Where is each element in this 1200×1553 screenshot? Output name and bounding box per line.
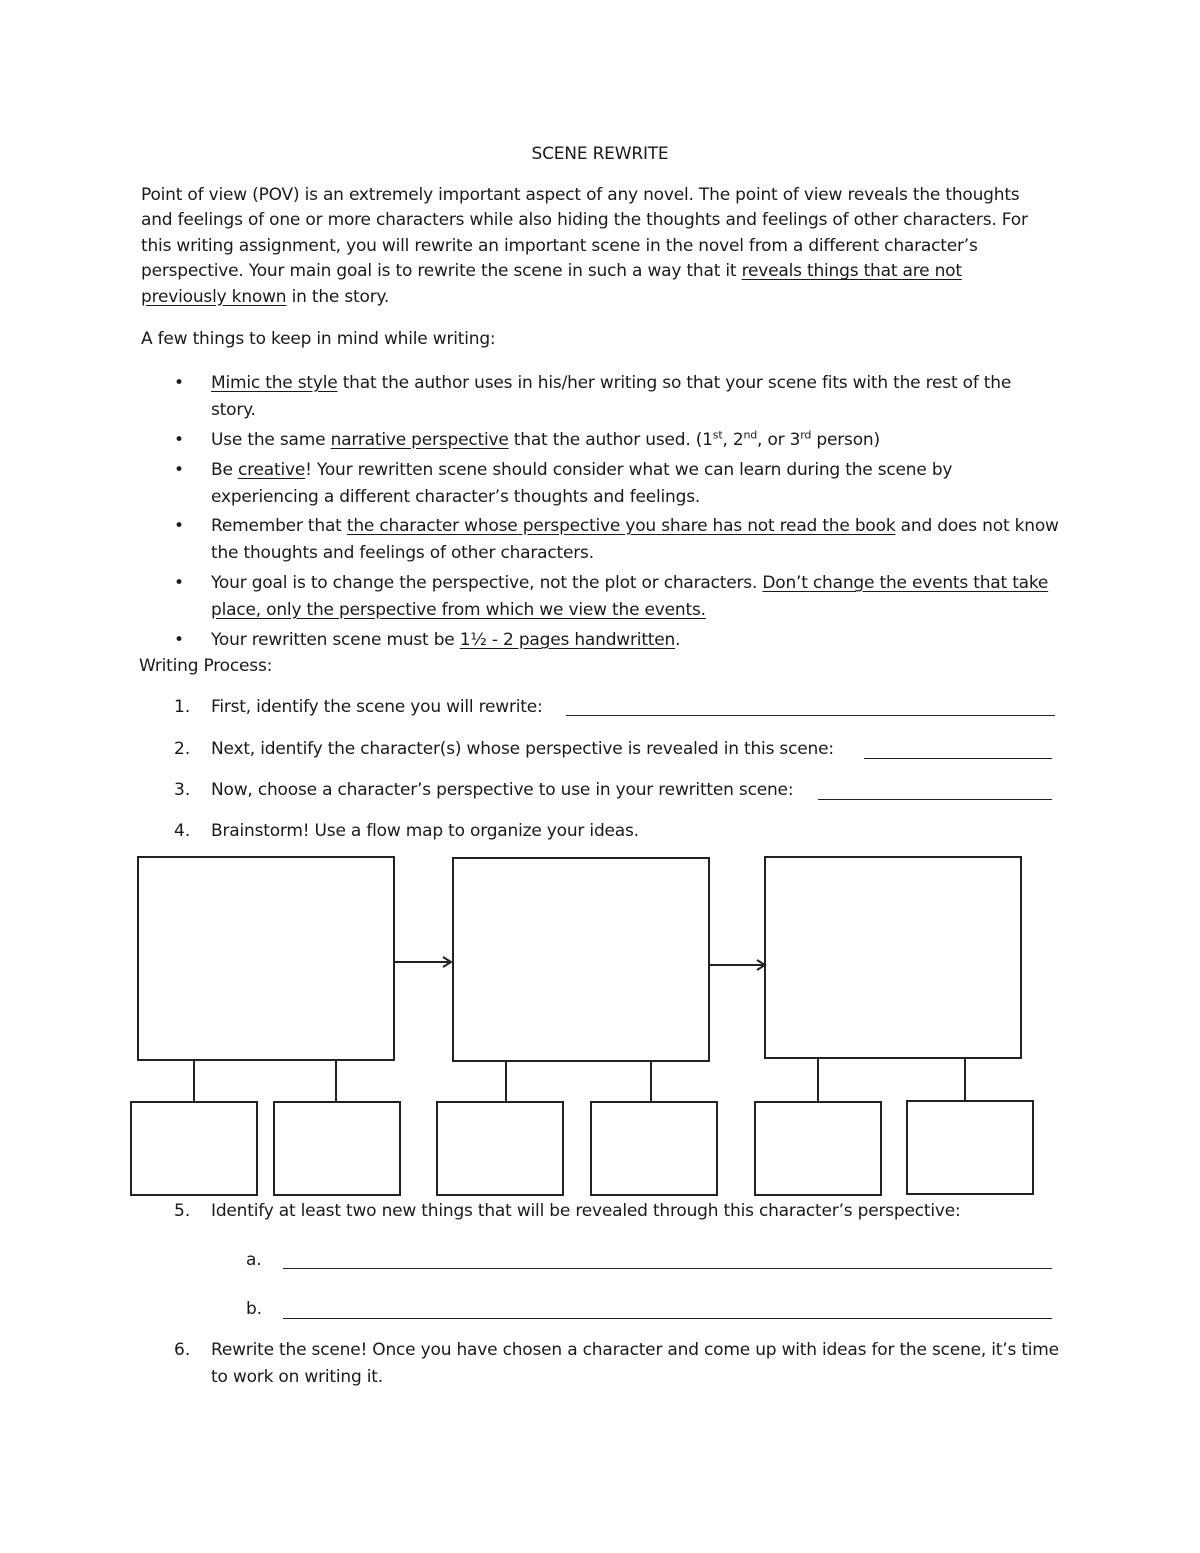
bullet-dot: • [174,516,185,536]
bullet-dot: • [174,460,185,480]
writing-process-label: Writing Process: [139,656,273,676]
flow-box-main-2[interactable] [452,857,710,1062]
step-6-number: 6. [174,1340,191,1360]
step-3-number: 3. [174,780,191,800]
step-1-text: First, identify the scene you will rewrite: [211,697,543,717]
bullet-1 [211,370,1061,424]
step-4-text: Brainstorm! Use a flow map to organize your ideas. [211,821,639,841]
step-2-text: Next, identify the character(s) whose perspective is revealed in this scene: [211,739,834,759]
flow-connector [817,1059,819,1102]
flow-box-sub-1a[interactable] [130,1101,258,1196]
step-3-answer-line[interactable] [818,799,1052,800]
bullet-3-underlined: creative [237,460,306,480]
bullet-4-underlined: the character whose perspective you share has not read the book [346,516,896,536]
step-1-number: 1. [174,697,191,717]
bullet-6-pre: Your rewritten scene must be [211,630,460,650]
flow-box-main-3[interactable] [764,856,1022,1059]
flow-box-main-1[interactable] [137,856,395,1061]
keep-in-mind-label: A few things to keep in mind while writing: [141,329,496,349]
bullet-5-underlined: Don’t change the events that take place, only the perspective from which we view the events. [211,573,1049,620]
item-b-label: b. [246,1299,262,1319]
bullet-4-pre: Remember that [211,516,347,536]
step-1-answer-line[interactable] [566,715,1055,716]
bullet-dot: • [174,573,185,593]
bullet-5-pre: Your goal is to change the perspective, not the plot or characters. [211,573,763,593]
bullet-6-underlined: 1½ - 2 pages handwritten [459,630,676,650]
bullet-dot: • [174,430,185,450]
item-b-answer-line[interactable] [283,1318,1052,1319]
flow-box-sub-2a[interactable] [436,1101,564,1196]
step-2-answer-line[interactable] [864,758,1052,759]
step-5-number: 5. [174,1201,191,1221]
item-a-label: a. [246,1250,262,1270]
bullet-2-c1: , 2 [722,430,744,450]
bullet-2-underlined: narrative perspective [330,430,509,450]
sup-st: st [712,428,723,442]
bullet-4-text: and does not know the thoughts and feelings of other characters. [211,516,1059,563]
flow-box-sub-3b[interactable] [906,1100,1034,1195]
flow-box-sub-2b[interactable] [590,1101,718,1196]
bullet-6 [211,627,1061,654]
item-a-answer-line[interactable] [283,1268,1052,1269]
bullet-dot: • [174,630,185,650]
flow-connector [505,1062,507,1102]
bullet-2 [211,427,1061,454]
flow-connector [650,1062,652,1102]
intro-text-a: Point of view (POV) is an extremely important aspect of any novel. The point of view reveals the thoughts and feelings of one or more characters while also hiding the thoughts and feelings of other characters. For this writing assignment, you will rewrite an important scene in the novel from a different character’s perspective. Your main goal is to rewrite the scene in such a way that it [141,185,1028,282]
flow-box-sub-3a[interactable] [754,1101,882,1196]
flow-arrow-2 [709,953,771,977]
flow-box-sub-1b[interactable] [273,1101,401,1196]
flow-connector [964,1059,966,1101]
page-title: SCENE REWRITE [531,144,669,164]
bullet-3-pre: Be [211,460,238,480]
intro-paragraph [141,183,1041,310]
step-4-number: 4. [174,821,191,841]
intro-underlined: reveals things that are not previously known [141,261,962,307]
bullet-2-c2: , or 3 [757,430,801,450]
bullet-2-end: person) [811,430,880,450]
bullet-2-pre: Use the same [211,430,331,450]
step-3-text: Now, choose a character’s perspective to use in your rewritten scene: [211,780,794,800]
sup-nd: nd [743,428,758,442]
flow-connector [335,1061,337,1102]
bullet-2-mid: that the author used. (1 [508,430,713,450]
step-6-text: Rewrite the scene! Once you have chosen a character and come up with ideas for the scene, it’s time to work on writing it. [211,1340,1059,1387]
bullet-3 [211,457,1061,511]
intro-text-b: in the story. [286,286,390,307]
step-5-text: Identify at least two new things that will be revealed through this character’s perspective: [211,1201,961,1221]
bullet-6-text: . [675,630,681,650]
bullet-3-text: ! Your rewritten scene should consider what we can learn during the scene by experiencing a different character’s thoughts and feelings. [211,460,953,507]
flow-connector [193,1061,195,1102]
flow-arrow-1 [395,950,457,974]
bullet-5 [211,570,1061,624]
step-2-number: 2. [174,739,191,759]
bullet-1-underlined: Mimic the style [211,373,338,393]
bullet-dot: • [174,373,185,393]
sup-rd: rd [800,428,812,442]
bullet-1-text: that the author uses in his/her writing so that your scene fits with the rest of the story. [211,373,1012,420]
bullet-4 [211,513,1061,567]
